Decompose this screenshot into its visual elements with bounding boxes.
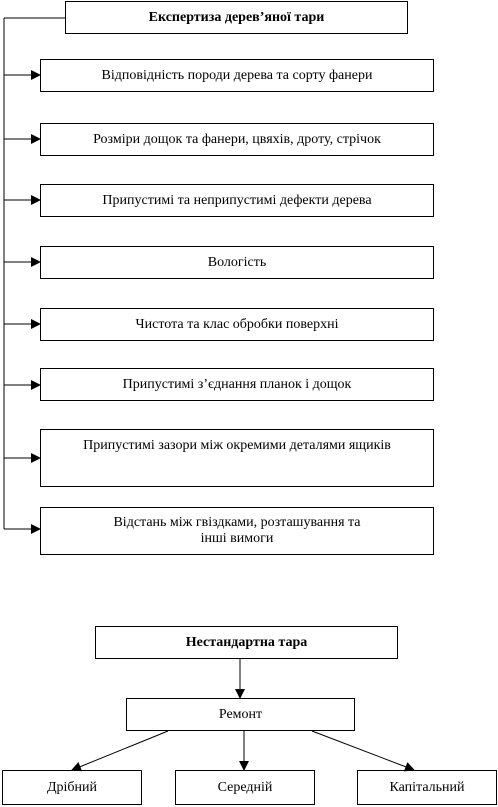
- criterion-box-7: [40, 429, 434, 487]
- nonstandard-title-box: [95, 626, 398, 659]
- repair-type-label: Середній: [217, 779, 273, 795]
- repair-to-major-arrow: [312, 731, 414, 770]
- repair-box: [126, 698, 355, 731]
- criterion-box-1: [40, 59, 434, 92]
- expertise-title: Експертиза дерев’яної тари: [148, 9, 325, 25]
- nonstandard-title: Нестандартна тара: [185, 634, 308, 650]
- repair-major-box: [357, 770, 497, 805]
- repair-type-label: Дрібний: [46, 779, 98, 795]
- repair-type-label: Капітальний: [389, 779, 465, 795]
- criterion-label: Припустимі зазори між окремими деталями ящиків: [83, 438, 391, 453]
- criterion-label: Припустимі з’єднання планок і дощок: [122, 376, 352, 392]
- criterion-label: Відповідність породи дерева та сорту фанери: [101, 67, 373, 83]
- repair-medium-box: [175, 770, 315, 805]
- criterion-box-5: [40, 308, 434, 341]
- criterion-box-3: [40, 184, 434, 217]
- criterion-box-8: [40, 507, 434, 555]
- criterion-label: Відстань між гвіздками, розташування та інші вимоги: [113, 515, 361, 546]
- criterion-box-4: [40, 246, 434, 279]
- criterion-label: Розміри дощок та фанери, цвяхів, дроту, стрічок: [93, 131, 381, 147]
- criterion-label: Вологість: [207, 254, 267, 270]
- criterion-label: Чистота та клас обробки поверхні: [135, 316, 339, 332]
- criterion-box-6: [40, 368, 434, 401]
- expertise-title-box: [65, 1, 408, 34]
- repair-to-minor-arrow: [72, 731, 168, 770]
- criterion-box-2: [40, 123, 434, 156]
- repair-minor-box: [2, 770, 142, 805]
- criterion-label: Припустимі та неприпустимі дефекти дерева: [102, 192, 372, 208]
- repair-label: Ремонт: [218, 706, 263, 722]
